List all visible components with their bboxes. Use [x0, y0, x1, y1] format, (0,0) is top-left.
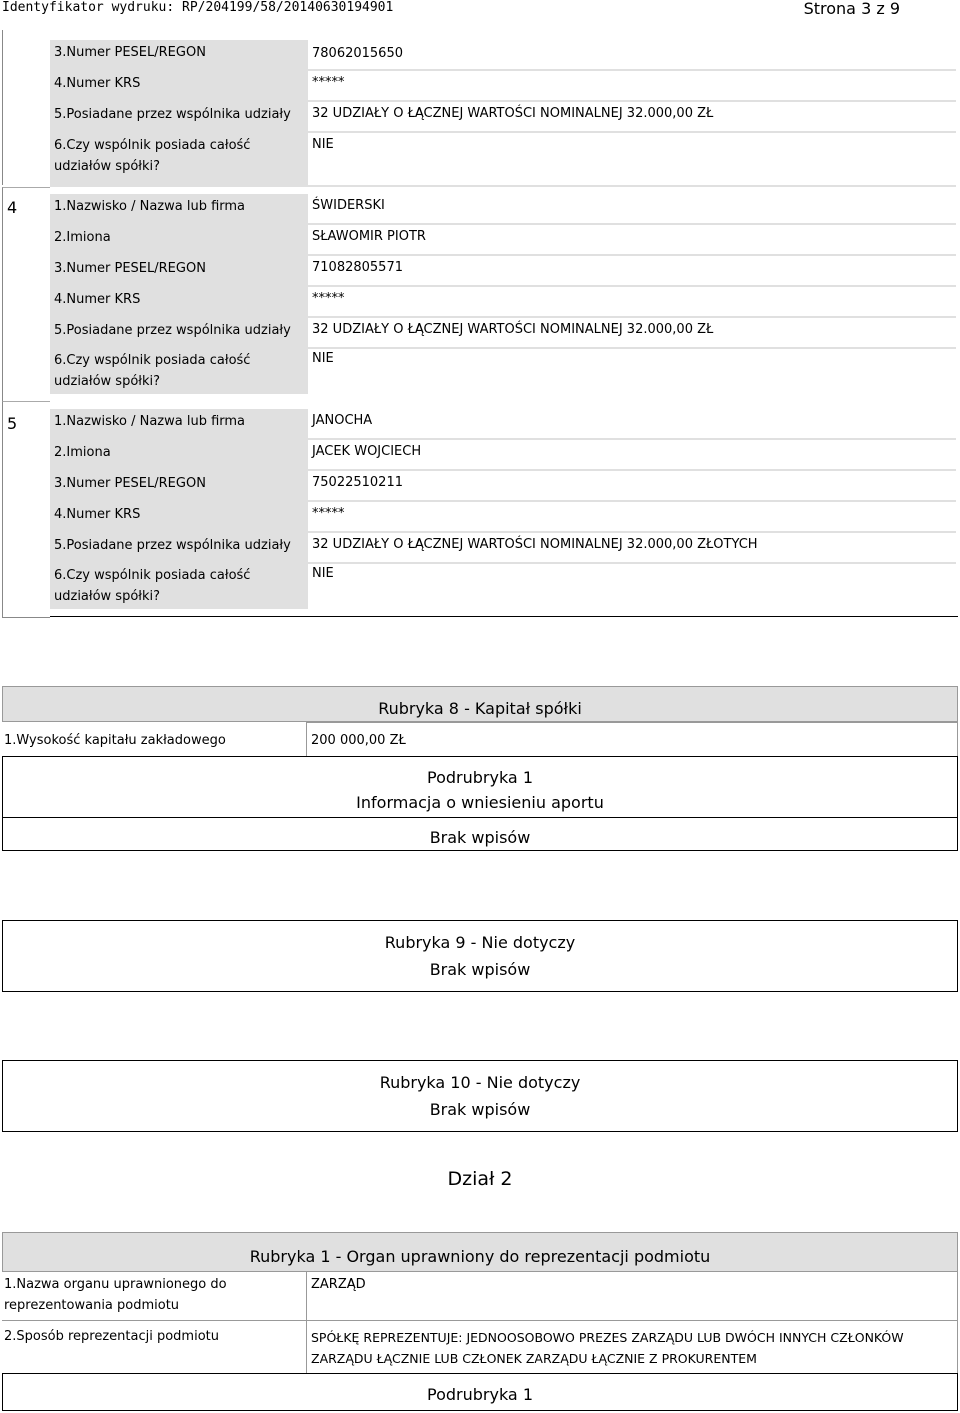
krs-label: 4.Numer KRS — [54, 507, 141, 522]
rubryka-9-title: Rubryka 9 - Nie dotyczy — [384, 933, 576, 952]
pesel-value-cell — [308, 40, 956, 69]
krs-value-cell — [308, 287, 956, 316]
podrubryka-1-title: Podrubryka 1 — [427, 768, 533, 787]
print-identifier: Identyfikator wydruku: RP/204199/58/20140630194901 — [2, 0, 394, 15]
rubryka-8-title: Rubryka 8 - Kapitał spółki — [378, 699, 582, 718]
first-names-value: JACEK WOJCIECH — [312, 444, 422, 459]
podrubryka-1-box — [2, 756, 958, 851]
rubryka-10-title: Rubryka 10 - Nie dotyczy — [379, 1073, 581, 1092]
all-shares-value-cell — [308, 564, 956, 609]
first-names-value: SŁAWOMIR PIOTR — [312, 229, 426, 244]
krs-value-cell — [308, 71, 956, 100]
pesel-value-cell — [308, 256, 956, 285]
name-label: 1.Nazwisko / Nazwa lub firma — [54, 199, 246, 214]
krs-value: ***** — [312, 291, 345, 306]
krs-value: ***** — [312, 75, 345, 90]
pesel-label: 3.Numer PESEL/REGON — [54, 45, 206, 60]
dzial-2-title: Dział 2 — [447, 1168, 513, 1190]
all-shares-label-1: 6.Czy wspólnik posiada całość — [54, 568, 251, 583]
pesel-value-cell — [308, 471, 956, 500]
pesel-value: 75022510211 — [312, 475, 403, 490]
pesel-label: 3.Numer PESEL/REGON — [54, 476, 206, 491]
shares-value: 32 UDZIAŁY O ŁĄCZNEJ WARTOŚCI NOMINALNEJ 32.000,00 ZŁ — [312, 106, 714, 121]
shares-value: 32 UDZIAŁY O ŁĄCZNEJ WARTOŚCI NOMINALNEJ 32.000,00 ZŁOTYCH — [312, 537, 758, 552]
organ-label-2: reprezentowania podmiotu — [4, 1298, 180, 1313]
organ-value: ZARZĄD — [311, 1277, 366, 1292]
shares-value-cell — [308, 102, 956, 131]
all-shares-label-1: 6.Czy wspólnik posiada całość — [54, 353, 251, 368]
all-shares-label-2: udziałów spółki? — [54, 374, 161, 389]
capital-value: 200 000,00 ZŁ — [311, 733, 406, 748]
organ-value-cell — [306, 1272, 958, 1320]
dzial-2-rubryka-1-title: Rubryka 1 - Organ uprawniony do reprezentacji podmiotu — [249, 1247, 711, 1266]
all-shares-value: NIE — [312, 566, 334, 581]
krs-label: 4.Numer KRS — [54, 292, 141, 307]
page-number: Strona 3 z 9 — [803, 0, 900, 18]
krs-value-cell — [308, 502, 956, 531]
first-names-value-cell — [308, 225, 956, 254]
pesel-label: 3.Numer PESEL/REGON — [54, 261, 206, 276]
krs-label: 4.Numer KRS — [54, 76, 141, 91]
shares-value: 32 UDZIAŁY O ŁĄCZNEJ WARTOŚCI NOMINALNEJ 32.000,00 ZŁ — [312, 322, 714, 337]
partner-number: 5 — [7, 414, 18, 433]
all-shares-value: NIE — [312, 137, 334, 152]
all-shares-label-1: 6.Czy wspólnik posiada całość — [54, 138, 251, 153]
podrubryka-1-subtitle: Informacja o wniesieniu aportu — [356, 793, 604, 812]
partner-5-number-cell — [2, 401, 50, 618]
method-value-1: SPÓŁKĘ REPREZENTUJE: JEDNOOSOBOWO PREZES ZARZĄDU LUB DWÓCH INNYCH CZŁONKÓW — [311, 1330, 904, 1345]
rubryka-10-box — [2, 1060, 958, 1132]
all-shares-label-2: udziałów spółki? — [54, 159, 161, 174]
name-value: JANOCHA — [312, 413, 373, 428]
partner-number: 4 — [7, 198, 18, 217]
all-shares-value-cell — [308, 349, 956, 394]
shares-value-cell — [308, 318, 956, 347]
dzial-2-rubryka-1-header — [2, 1232, 958, 1272]
first-names-value-cell — [308, 440, 956, 469]
name-label: 1.Nazwisko / Nazwa lub firma — [54, 414, 246, 429]
capital-label-cell — [2, 722, 306, 756]
section-divider — [50, 616, 958, 617]
all-shares-label-2: udziałów spółki? — [54, 589, 161, 604]
capital-value-cell — [306, 722, 958, 756]
podrubryka-1-empty: Brak wpisów — [429, 828, 531, 847]
all-shares-value-cell — [308, 133, 956, 185]
method-label: 2.Sposób reprezentacji podmiotu — [4, 1329, 219, 1344]
name-value: ŚWIDERSKI — [312, 198, 385, 213]
partner-4-number-cell — [2, 187, 50, 401]
shares-label: 5.Posiadane przez wspólnika udziały — [54, 107, 291, 122]
method-label-cell — [2, 1321, 306, 1373]
rubryka-8-header — [2, 686, 958, 722]
shares-value-cell — [308, 533, 956, 562]
first-names-label: 2.Imiona — [54, 230, 111, 245]
krs-value: ***** — [312, 506, 345, 521]
organ-label-1: 1.Nazwa organu uprawnionego do — [4, 1277, 227, 1292]
method-value-2: ZARZĄDU ŁĄCZNIE LUB CZŁONEK ZARZĄDU ŁĄCZNIE Z PROKURENTEM — [311, 1351, 757, 1366]
partner-3-number-cell — [2, 30, 50, 185]
method-value-cell — [306, 1321, 958, 1373]
organ-label-cell — [2, 1272, 306, 1320]
pesel-value: 78062015650 — [312, 46, 403, 61]
rubryka-9-empty: Brak wpisów — [429, 960, 531, 979]
shares-label: 5.Posiadane przez wspólnika udziały — [54, 538, 291, 553]
rubryka-9-box — [2, 920, 958, 992]
name-value-cell — [308, 194, 956, 223]
capital-label: 1.Wysokość kapitału zakładowego — [4, 733, 226, 748]
dzial-2-podrubryka-1-box — [2, 1373, 958, 1411]
shares-label: 5.Posiadane przez wspólnika udziały — [54, 323, 291, 338]
name-value-cell — [308, 409, 956, 438]
pesel-value: 71082805571 — [312, 260, 403, 275]
dzial-2-podrubryka-1-title: Podrubryka 1 — [427, 1385, 533, 1404]
podrubryka-divider — [3, 817, 957, 818]
all-shares-value: NIE — [312, 351, 334, 366]
first-names-label: 2.Imiona — [54, 445, 111, 460]
rubryka-10-empty: Brak wpisów — [429, 1100, 531, 1119]
